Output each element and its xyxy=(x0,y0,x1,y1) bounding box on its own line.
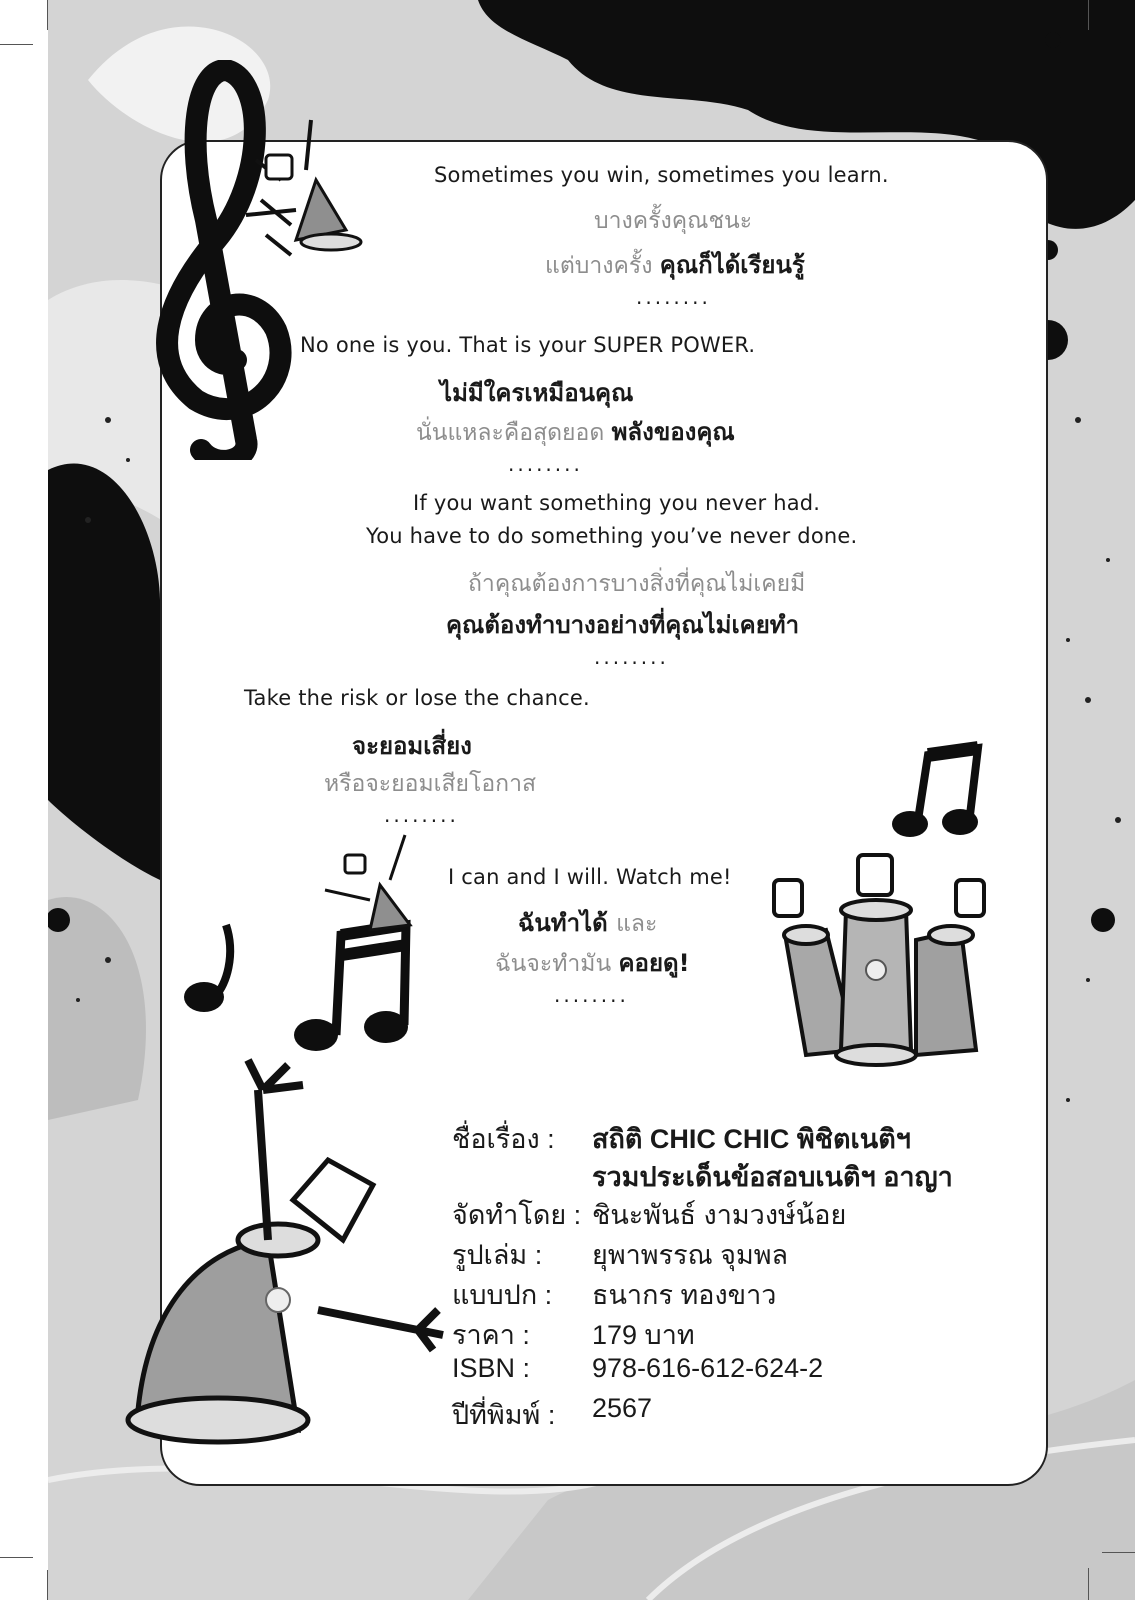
quote-3-thai-line-2: คุณต้องทำบางอย่างที่คุณไม่เคยทำ xyxy=(446,611,800,639)
crop-mark xyxy=(0,44,33,45)
quote-4-thai-line-2: หรือจะยอมเสียโอกาส xyxy=(324,771,537,797)
spray-can-character-icon xyxy=(236,110,366,260)
year-value: 2567 xyxy=(592,1393,653,1423)
price-label: ราคา : xyxy=(452,1320,530,1350)
spray-cans-group-icon xyxy=(766,850,1006,1070)
quote-2-english: No one is you. That is your SUPER POWER. xyxy=(300,333,756,357)
book-title-line-2: รวมประเด็นข้อสอบเนติฯ อาญา xyxy=(592,1162,953,1192)
crop-mark xyxy=(1088,0,1089,30)
separator-dots: ........ xyxy=(508,452,583,476)
quote-5-english: I can and I will. Watch me! xyxy=(448,865,732,889)
cover-label: แบบปก : xyxy=(452,1280,553,1310)
book-page xyxy=(48,0,1135,1600)
price-value: 179 บาท xyxy=(592,1320,695,1350)
quote-2-thai-line-2: นั่นแหละคือสุดยอด พลังของคุณ xyxy=(416,418,735,446)
isbn-value: 978-616-612-624-2 xyxy=(592,1353,824,1383)
layout-value: ยุพาพรรณ จุมพล xyxy=(592,1240,789,1270)
quote-3-english-line-2: You have to do something you’ve never done. xyxy=(366,524,858,548)
book-title-line-1: สถิติ CHIC CHIC พิชิตเนติฯ xyxy=(592,1124,911,1154)
quote-4-english: Take the risk or lose the chance. xyxy=(244,686,590,710)
crop-mark xyxy=(47,0,48,30)
author-value: ชินะพันธ์ งามวงษ์น้อย xyxy=(592,1200,847,1230)
quote-2-thai-line-1: ไม่มีใครเหมือนคุณ xyxy=(440,379,634,407)
spray-can-character-icon xyxy=(320,830,430,940)
quote-1-thai-line-2: แต่บางครั้ง คุณก็ได้เรียนรู้ xyxy=(545,251,805,279)
quote-1-english: Sometimes you win, sometimes you learn. xyxy=(434,163,889,187)
quote-1-thai-line-1: บางครั้งคุณชนะ xyxy=(594,208,753,234)
author-label: จัดทำโดย : xyxy=(452,1200,582,1230)
crop-mark xyxy=(1102,1552,1135,1553)
quote-3-thai-line-1: ถ้าคุณต้องการบางสิ่งที่คุณไม่เคยมี xyxy=(468,571,806,597)
spray-can-mascot-icon xyxy=(88,1050,468,1450)
separator-dots: ........ xyxy=(554,983,629,1007)
quote-3-english-line-1: If you want something you never had. xyxy=(413,491,821,515)
layout-label: รูปเล่ม : xyxy=(452,1240,543,1270)
eighth-notes-icon xyxy=(888,740,988,850)
separator-dots: ........ xyxy=(636,285,711,309)
title-label: ชื่อเรื่อง : xyxy=(452,1124,555,1154)
quote-5-thai-line-2: ฉันจะทำมัน คอยดู! xyxy=(495,949,690,977)
crop-mark xyxy=(1088,1568,1089,1600)
year-label: ปีที่พิมพ์ : xyxy=(452,1400,556,1430)
isbn-label: ISBN : xyxy=(452,1353,531,1383)
quote-5-thai-line-1: ฉันทำได้ และ xyxy=(518,909,658,937)
quote-4-thai-line-1: จะยอมเสี่ยง xyxy=(352,732,472,760)
crop-mark xyxy=(47,1570,48,1600)
cover-value: ธนากร ทองขาว xyxy=(592,1280,777,1310)
separator-dots: ........ xyxy=(384,803,459,827)
crop-mark xyxy=(0,1557,33,1558)
separator-dots: ........ xyxy=(594,645,669,669)
